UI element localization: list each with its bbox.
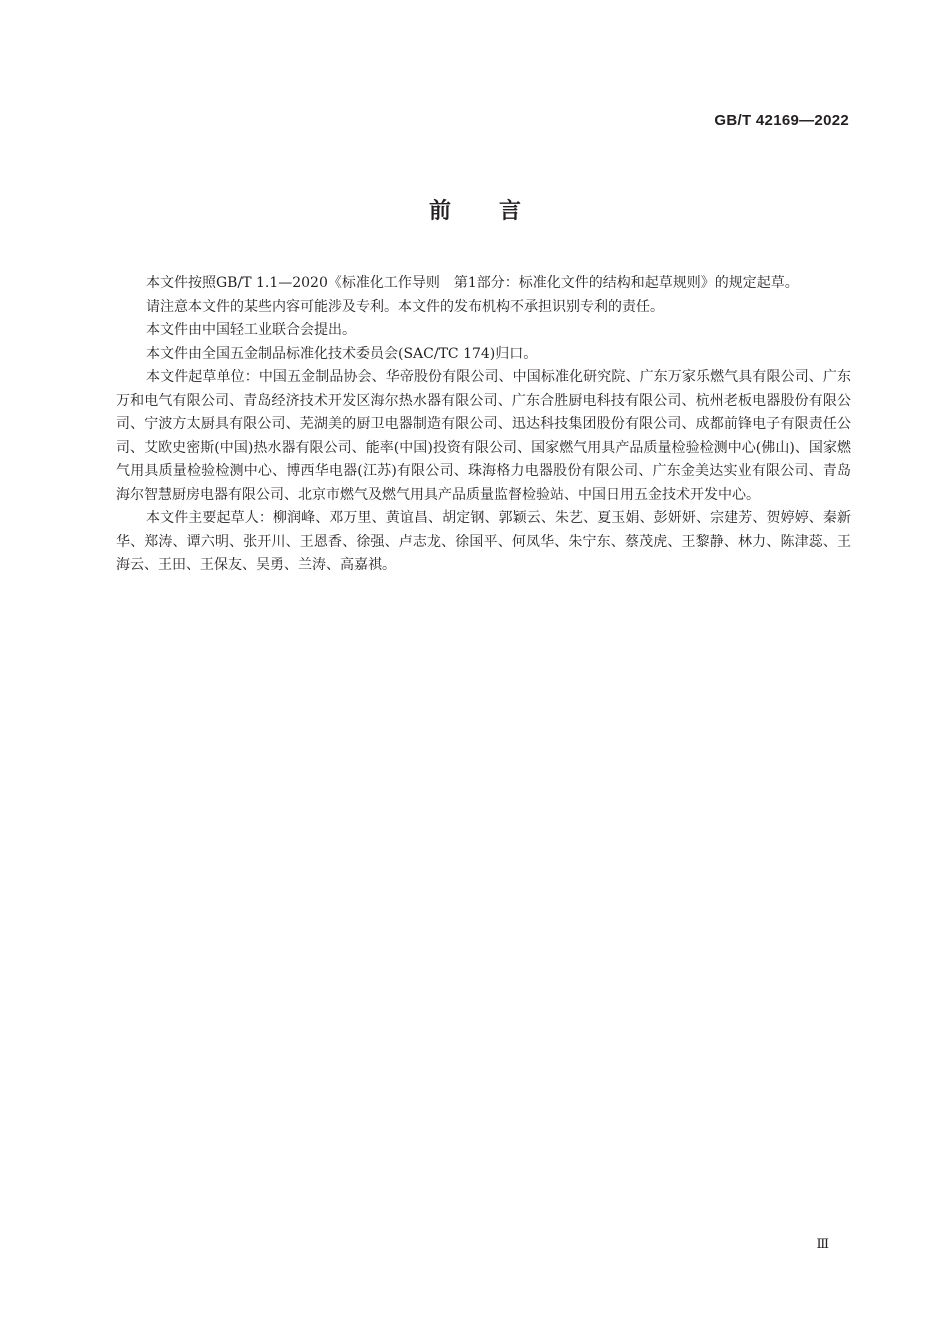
paragraph-drafters: 本文件主要起草人：柳润峰、邓万里、黄谊昌、胡定钢、郭颖云、朱艺、夏玉娟、彭妍妍、宗建芳、贺婷婷、秦新华、郑涛、谭六明、张开川、王恩香、徐强、卢志龙、徐国平、何凤华、朱宁东、蔡茂虎、王黎静、林力、陈津蕊、王海云、王田、王保友、吴勇、兰涛、高嘉祺。 — [116, 510, 851, 573]
paragraph-committee: 本文件由全国五金制品标准化技术委员会(SAC/TC 174)归口。 — [146, 345, 538, 362]
standard-number: GB/T 42169—2022 — [714, 112, 849, 129]
page-title: 前言 — [428, 199, 569, 224]
page-number: Ⅲ — [816, 1237, 829, 1252]
paragraph-drafting-rules: 本文件按照GB/T 1.1—2020《标准化工作导则 第1部分：标准化文件的结构和起草规则》的规定起草。 — [146, 275, 799, 291]
foreword-body — [116, 272, 851, 578]
paragraph-drafting-units: 本文件起草单位：中国五金制品协会、华帝股份有限公司、中国标准化研究院、广东万家乐燃气具有限公司、广东万和电气有限公司、青岛经济技术开发区海尔热水器有限公司、广东合胜厨电科技有限公司、杭州老板电器股份有限公司、宁波方太厨具有限公司、芜湖美的厨卫电器制造有限公司、迅达科技集团股份有限公司、成都前锋电子有限责任公司、艾欧史密斯(中国)热水器有限公司、能率(中国)投资有限公司、国家燃气用具产品质量检验检测中心(佛山)、国家燃气用具质量检验检测中心、博西华电器(江苏)有限公司、珠海格力电器股份有限公司、广东金美达实业有限公司、青岛海尔智慧厨房电器有限公司、北京市燃气及燃气用具产品质量监督检验站、中国日用五金技术开发中心。 — [116, 369, 851, 503]
paragraph-proposer: 本文件由中国轻工业联合会提出。 — [146, 322, 356, 338]
paragraph-patent-notice: 请注意本文件的某些内容可能涉及专利。本文件的发布机构不承担识别专利的责任。 — [146, 298, 664, 315]
